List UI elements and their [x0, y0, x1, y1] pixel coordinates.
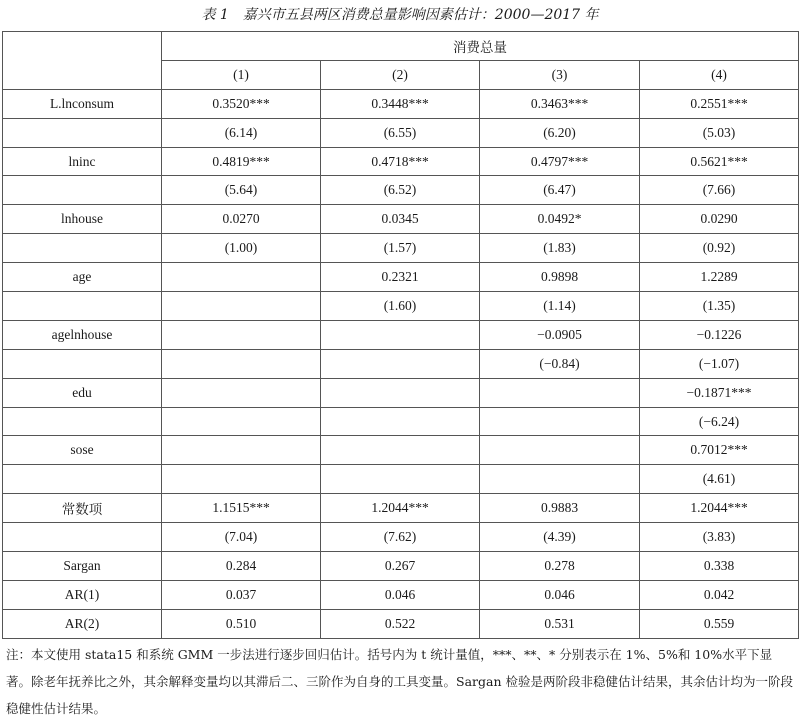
- value-cell: (1.83): [480, 234, 640, 263]
- value-cell: 0.2551***: [640, 89, 799, 118]
- value-cell: 0.3448***: [321, 89, 480, 118]
- header-row-group: [3, 32, 799, 61]
- value-cell: 0.037: [162, 580, 321, 609]
- table-row: [3, 523, 799, 552]
- variable-name-cell: AR(2): [3, 609, 162, 638]
- variable-name-cell: [3, 465, 162, 494]
- table-row: [3, 609, 799, 638]
- value-cell: (3.83): [640, 523, 799, 552]
- value-cell: (0.92): [640, 234, 799, 263]
- table-row: [3, 494, 799, 523]
- value-cell: (6.52): [321, 176, 480, 205]
- value-cell: 0.3520***: [162, 89, 321, 118]
- table-row: [3, 349, 799, 378]
- table-row: [3, 147, 799, 176]
- table-row: [3, 320, 799, 349]
- variable-name-cell: [3, 234, 162, 263]
- value-cell: 0.9898: [480, 263, 640, 292]
- value-cell: 0.267: [321, 552, 480, 581]
- value-cell: 0.2321: [321, 263, 480, 292]
- variable-name-cell: L.lnconsum: [3, 89, 162, 118]
- value-cell: 0.0290: [640, 205, 799, 234]
- column-header-2: (2): [321, 60, 480, 89]
- table-row: [3, 292, 799, 321]
- column-header-4: (4): [640, 60, 799, 89]
- value-cell: 0.042: [640, 580, 799, 609]
- variable-name-cell: agelnhouse: [3, 320, 162, 349]
- value-cell: [480, 465, 640, 494]
- table-row: [3, 407, 799, 436]
- value-cell: (1.60): [321, 292, 480, 321]
- value-cell: [162, 378, 321, 407]
- column-header-3: (3): [480, 60, 640, 89]
- value-cell: (4.61): [640, 465, 799, 494]
- value-cell: 0.0270: [162, 205, 321, 234]
- value-cell: (1.57): [321, 234, 480, 263]
- value-cell: (−0.84): [480, 349, 640, 378]
- variable-name-cell: lninc: [3, 147, 162, 176]
- value-cell: −0.1226: [640, 320, 799, 349]
- value-cell: −0.0905: [480, 320, 640, 349]
- variable-name-cell: [3, 407, 162, 436]
- value-cell: (7.04): [162, 523, 321, 552]
- value-cell: 0.522: [321, 609, 480, 638]
- value-cell: 1.2044***: [640, 494, 799, 523]
- value-cell: 0.4718***: [321, 147, 480, 176]
- value-cell: 0.4819***: [162, 147, 321, 176]
- value-cell: 0.046: [321, 580, 480, 609]
- value-cell: 0.0492*: [480, 205, 640, 234]
- value-cell: 0.338: [640, 552, 799, 581]
- value-cell: [162, 407, 321, 436]
- variable-name-cell: edu: [3, 378, 162, 407]
- value-cell: 0.9883: [480, 494, 640, 523]
- value-cell: 1.2044***: [321, 494, 480, 523]
- group-header-cell: 消费总量: [162, 32, 799, 61]
- variable-name-cell: AR(1): [3, 580, 162, 609]
- value-cell: (6.55): [321, 118, 480, 147]
- value-cell: (7.62): [321, 523, 480, 552]
- value-cell: [162, 465, 321, 494]
- table-row: [3, 580, 799, 609]
- value-cell: (5.64): [162, 176, 321, 205]
- table-row: [3, 378, 799, 407]
- value-cell: 1.1515***: [162, 494, 321, 523]
- variable-name-cell: [3, 118, 162, 147]
- variable-name-cell: sose: [3, 436, 162, 465]
- value-cell: [162, 349, 321, 378]
- value-cell: [162, 263, 321, 292]
- value-cell: [480, 407, 640, 436]
- value-cell: [321, 378, 480, 407]
- value-cell: [480, 436, 640, 465]
- regression-table: [2, 31, 799, 639]
- value-cell: 0.5621***: [640, 147, 799, 176]
- variable-name-cell: [3, 349, 162, 378]
- value-cell: [480, 378, 640, 407]
- variable-name-cell: 常数项: [3, 494, 162, 523]
- value-cell: (6.47): [480, 176, 640, 205]
- value-cell: (4.39): [480, 523, 640, 552]
- variable-name-cell: [3, 176, 162, 205]
- value-cell: 0.284: [162, 552, 321, 581]
- value-cell: (1.35): [640, 292, 799, 321]
- value-cell: [321, 407, 480, 436]
- table-row: [3, 234, 799, 263]
- table-row: [3, 89, 799, 118]
- value-cell: 0.3463***: [480, 89, 640, 118]
- table-row: [3, 205, 799, 234]
- stub-header-cell: [3, 32, 162, 90]
- table-row: [3, 118, 799, 147]
- table-title: 表 1 嘉兴市五县两区消费总量影响因素估计：2000—2017 年: [201, 7, 599, 23]
- value-cell: (1.00): [162, 234, 321, 263]
- value-cell: [162, 292, 321, 321]
- value-cell: (6.14): [162, 118, 321, 147]
- value-cell: −0.1871***: [640, 378, 799, 407]
- value-cell: [321, 320, 480, 349]
- variable-name-cell: Sargan: [3, 552, 162, 581]
- table-row: [3, 176, 799, 205]
- value-cell: [162, 320, 321, 349]
- value-cell: 0.559: [640, 609, 799, 638]
- value-cell: 1.2289: [640, 263, 799, 292]
- variable-name-cell: [3, 292, 162, 321]
- value-cell: (5.03): [640, 118, 799, 147]
- table-row: [3, 465, 799, 494]
- value-cell: 0.4797***: [480, 147, 640, 176]
- value-cell: (6.20): [480, 118, 640, 147]
- value-cell: [321, 349, 480, 378]
- variable-name-cell: lnhouse: [3, 205, 162, 234]
- value-cell: 0.046: [480, 580, 640, 609]
- value-cell: (1.14): [480, 292, 640, 321]
- variable-name-cell: [3, 523, 162, 552]
- value-cell: (−1.07): [640, 349, 799, 378]
- value-cell: 0.278: [480, 552, 640, 581]
- value-cell: 0.510: [162, 609, 321, 638]
- table-row: [3, 263, 799, 292]
- table-row: [3, 436, 799, 465]
- value-cell: [162, 436, 321, 465]
- variable-name-cell: age: [3, 263, 162, 292]
- table-notes: 注：本文使用 stata15 和系统 GMM 一步法进行逐步回归估计。括号内为 t 统计量值，***、**、* 分别表示在 1%、5%和 10%水平下显著。除老年抚养比之外，其余解释变量均以其滞后二、三阶作为自身的工具变量。Sargan 检验是两阶段非稳健估计结果，其余估计均为一阶段稳健性估计结果。: [6, 647, 793, 716]
- value-cell: 0.0345: [321, 205, 480, 234]
- column-header-1: (1): [162, 60, 321, 89]
- value-cell: [321, 465, 480, 494]
- table-row: [3, 552, 799, 581]
- value-cell: [321, 436, 480, 465]
- value-cell: (7.66): [640, 176, 799, 205]
- value-cell: (−6.24): [640, 407, 799, 436]
- value-cell: 0.7012***: [640, 436, 799, 465]
- regression-table-body: [3, 32, 799, 639]
- value-cell: 0.531: [480, 609, 640, 638]
